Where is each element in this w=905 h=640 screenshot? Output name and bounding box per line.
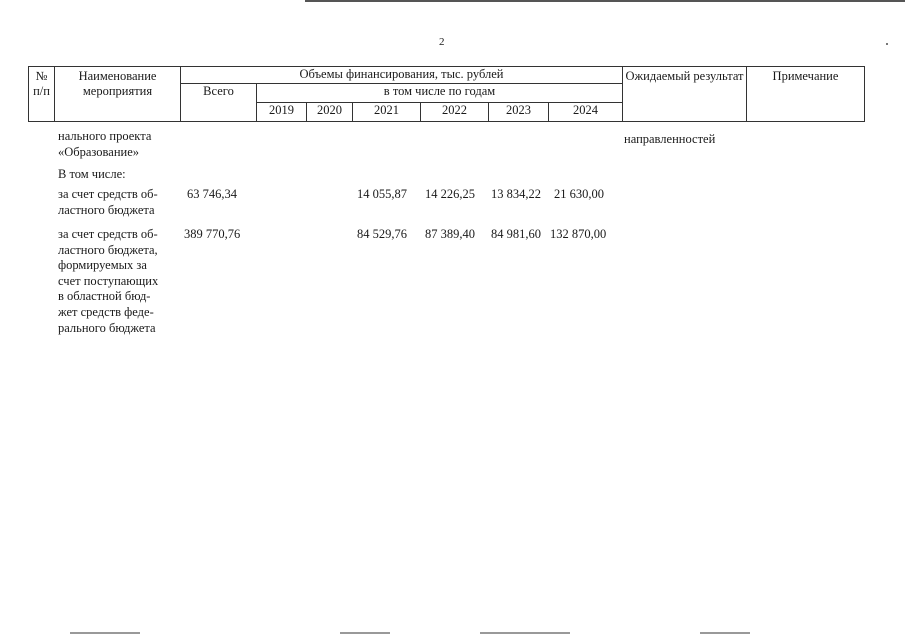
row-total: 389 770,76 (184, 227, 241, 241)
scan-speck (886, 43, 888, 45)
page-number: 2 (439, 36, 445, 48)
scan-artifact (480, 632, 570, 634)
table-header (28, 66, 865, 122)
row-value-2023: 84 981,60 (491, 227, 541, 241)
row-value-2022: 87 389,40 (425, 227, 475, 241)
header-year: 2021 (353, 103, 421, 122)
scan-edge-line (305, 0, 905, 2)
header-by-years: в том числе по годам (257, 84, 623, 103)
header-result: Ожидаемый результат (623, 67, 747, 122)
header-year: 2023 (489, 103, 549, 122)
header-year: 2024 (549, 103, 623, 122)
header-note: Примечание (747, 67, 865, 122)
row-result: направленностей (624, 132, 716, 146)
row-value-2024: 21 630,00 (554, 187, 604, 201)
header-year: 2019 (257, 103, 307, 122)
row-total: 63 746,34 (187, 187, 237, 201)
row-value-2023: 13 834,22 (491, 187, 541, 201)
header-total: Всего (181, 84, 257, 122)
row-value-2021: 84 529,76 (357, 227, 407, 241)
row-value-2024: 132 870,00 (550, 227, 607, 241)
scan-artifact (340, 632, 390, 634)
row-value-2021: 14 055,87 (357, 187, 407, 201)
header-name: Наименование мероприятия (55, 67, 181, 122)
row-value-2022: 14 226,25 (425, 187, 475, 201)
scan-artifact (70, 632, 140, 634)
row-name: за счет средств об- ластного бюджета (58, 187, 158, 217)
header-year: 2020 (307, 103, 353, 122)
header-number: № п/п (29, 67, 55, 122)
row-name: В том числе: (58, 167, 126, 181)
row-name: нального проекта «Образование» (58, 129, 152, 159)
scan-artifact (700, 632, 750, 634)
header-funding: Объемы финансирования, тыс. рублей (181, 67, 623, 84)
header-year: 2022 (421, 103, 489, 122)
row-name: за счет средств об- ластного бюджета, формируемых за счет поступающих в областной бюд- жет средств феде- рального бюджета (58, 227, 159, 335)
